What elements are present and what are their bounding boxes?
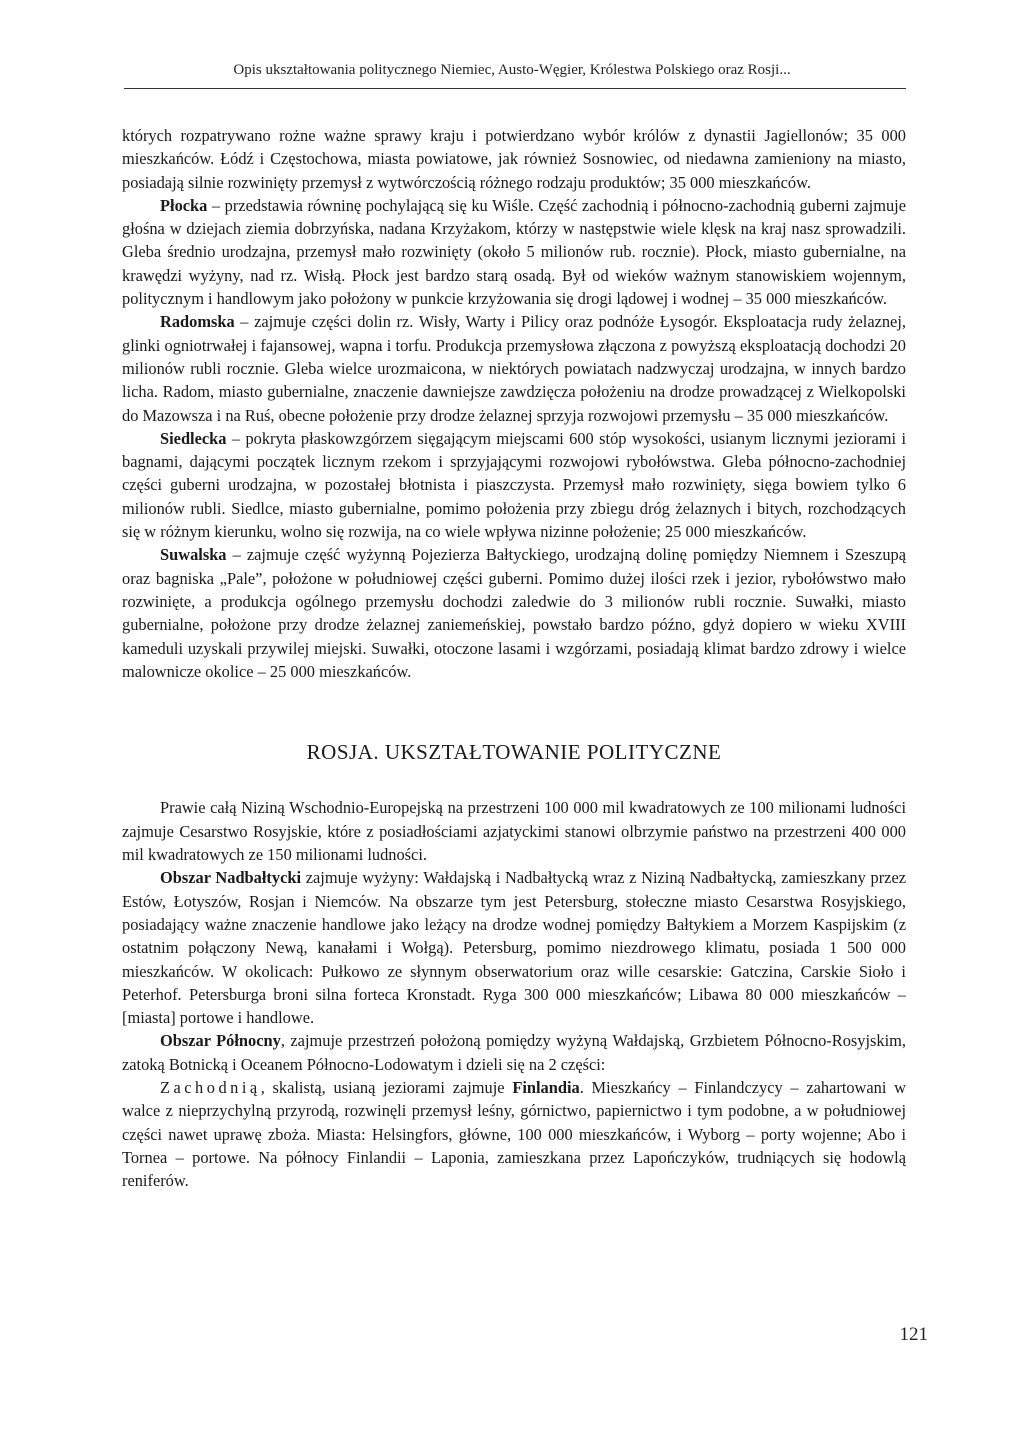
page-number: 121 [899, 1324, 928, 1345]
paragraph-spaced-term: Zachodnią [160, 1077, 261, 1097]
paragraph-suwalska [122, 543, 906, 683]
paragraph-radomska [122, 310, 906, 426]
paragraph-lead-term: Radomska [160, 312, 235, 332]
paragraph-text: – zajmuje część wyżynną Pojezierza Bałtyckiego, urodzajną dolinę pomiędzy Niemnem i Szeszupą oraz bagniska „Pale”, położone w południowej części guberni. Pomimo dużej ilości rzek i jezior, rybołówstwo mało rozwinięte, a produkcja ogólnego przemysłu dochodzi zaledwie do 3 milionów rubli rocznie. Suwałki, miasto gubernialne, położone przy drodze żelaznej zaniemeńskiej, powstało bardzo późno, gdyż dopiero w wieku XVIII kameduli uzyskali przywilej miejski. Suwałki, otoczone lasami i wzgórzami, posiadają klimat bardzo zdrowy i wielce malownicze okolice – 25 000 mieszkańców. [122, 545, 906, 681]
section-title: ROSJA. UKSZTAŁTOWANIE POLITYCZNE [306, 740, 722, 765]
paragraph-northern-region [122, 1029, 906, 1076]
paragraph-text: . Mieszkańcy – Finlandczycy – zahartowani w walce z nieprzychylną przyrodą, rozwinęli przemysł leśny, górnictwo, papiernictwo i tym podobne, a w południowej części nawet uprawę zboża. Miasta: Helsingfors, główne, 100 000 mieszkańców, i Wyborg – porty wojenne; Abo i Tornea – portowe. Na północy Finlandii – Laponia, zamieszkana przez Lapończyków, trudniących się hodowlą reniferów. [122, 1077, 906, 1191]
paragraph-text: – przedstawia równinę pochylającą się ku Wiśle. Część zachodnią i północno-zachodnią guberni zajmuje głośna w dziejach ziemia dobrzyńska, nadana Krzyżakom, którzy w następstwie wiele klęsk na kraj nasz sprowadzili. Gleba średnio urodzajna, przemysł mało rozwinięty (około 5 milionów rub. rocznie). Płock, miasto gubernialne, na krawędzi wyżyny, nad rz. Wisłą. Płock jest bardzo starą osadą. Był od wieków ważnym stanowiskiem wojennym, politycznym i handlowym jako położony w punkcie krzyżowania się drogi lądowej i wodnej – 35 000 mieszkańców. [122, 195, 906, 309]
running-header: Opis ukształtowania politycznego Niemiec, Austo-Węgier, Królestwa Polskiego oraz Rosji... [233, 62, 791, 78]
paragraph-text: – pokryta płaskowzgórzem sięgającym miejscami 600 stóp wysokości, usianym licznymi jeziorami i bagnami, dającymi początek licznym rzekom i sprzyjającymi rozwojowi rybołówstwa. Gleba północno-zachodniej części guberni urodzajna, w pozostałej błotnista i piaszczysta. Przemysł mało rozwinięty, sięga bowiem tylko 6 milionów rubli. Siedlce, miasto gubernialne, pomimo położenia przy zbiegu dróg żelaznych i bitych, rozchodzących się w różnym kierunku, wolno się rozwija, na co wiele wpływa nizinne położenie; 25 000 mieszkańców. [122, 428, 906, 542]
paragraph-text: , skalistą, usianą jeziorami zajmuje [260, 1077, 513, 1097]
paragraph-intro-russia [122, 796, 906, 866]
paragraph-text: Prawie całą Niziną Wschodnio-Europejską na przestrzeni 100 000 mil kwadratowych ze 100 milionami ludności zajmuje Cesarstwo Rosyjskie, które z posiadłościami azjatyckimi stanowi olbrzymie państwo na przestrzeni 400 000 mil kwadratowych ze 150 milionami ludności. [122, 798, 906, 865]
paragraph-bold-term: Finlandia [512, 1077, 580, 1097]
paragraph-lead-term: Obszar Północny [160, 1031, 281, 1051]
paragraph-siedlecka [122, 427, 906, 543]
paragraph-lead-term: Obszar Nadbałtycki [160, 868, 302, 888]
paragraph-text: zajmuje wyżyny: Wałdajską i Nadbałtycką wraz z Niziną Nadbałtycką, zamieszkany przez Estów, Łotyszów, Rosjan i Niemców. Na obszarze tym jest Petersburg, stołeczne miasto Cesarstwa Rosyjskiego, posiadający ważne znaczenie handlowe jako leżący na drodze wodnej pomiędzy Bałtykiem a Morzem Kaspijskim (z ostatnim połączony Newą, kanałami i Wołgą). Petersburg, pomimo niezdrowego klimatu, posiada 1 500 000 mieszkańców. W okolicach: Pułkowo ze słynnym obserwatorium oraz wille cesarskie: Gatczina, Carskie Sioło i Peterhof. Petersburga broni silna forteca Kronstadt. Ryga 300 000 mieszkańców; Libawa 80 000 mieszkańców – [miasta] portowe i handlowe. [122, 868, 906, 1028]
paragraph-continuation [122, 124, 906, 194]
paragraph-text: – zajmuje części dolin rz. Wisły, Warty i Pilicy oraz podnóże Łysogór. Eksploatacja rudy żelaznej, glinki ogniotrwałej i fajansowej, wapna i torfu. Produkcja przemysłowa złączona z powyższą eksploatacją dochodzi 20 milionów rubli rocznie. Gleba wielce urozmaicona, w niektórych powiatach nadzwyczaj urodzajna, w innych bardzo licha. Radom, miasto gubernialne, znaczenie dawniejsze zawdzięcza położeniu na drodze prowadzącej z Wielkopolski do Mazowsza i na Ruś, obecne położenie przy drodze żelaznej sprzyja rozwojowi przemysłu – 35 000 mieszkańców. [122, 312, 906, 425]
paragraph-plocka [122, 194, 906, 310]
paragraph-finland [122, 1076, 906, 1192]
header-rule [124, 88, 906, 89]
paragraph-lead-term: Siedlecka [160, 428, 227, 448]
paragraph-text: których rozpatrywano rożne ważne sprawy kraju i potwierdzano wybór królów z dynastii Jagiellonów; 35 000 mieszkańców. Łódź i Częstochowa, miasta powiatowe, jak również Sosnowiec, od niedawna zamieniony na miasto, posiadają silnie rozwinięty przemysł z wytwórczością różnego rodzaju produktów; 35 000 mieszkańców. [122, 126, 906, 192]
paragraph-lead-term: Suwalska [160, 545, 227, 565]
paragraph-text: , zajmuje przestrzeń położoną pomiędzy wyżyną Wałdajską, Grzbietem Północno-Rosyjskim, zatoką Botnicką i Oceanem Północno-Lodowatym i dzieli się na 2 części: [122, 1031, 906, 1074]
paragraph-lead-term: Płocka [160, 195, 208, 215]
paragraph-baltic-region [122, 866, 906, 1029]
page-body [122, 124, 906, 1192]
